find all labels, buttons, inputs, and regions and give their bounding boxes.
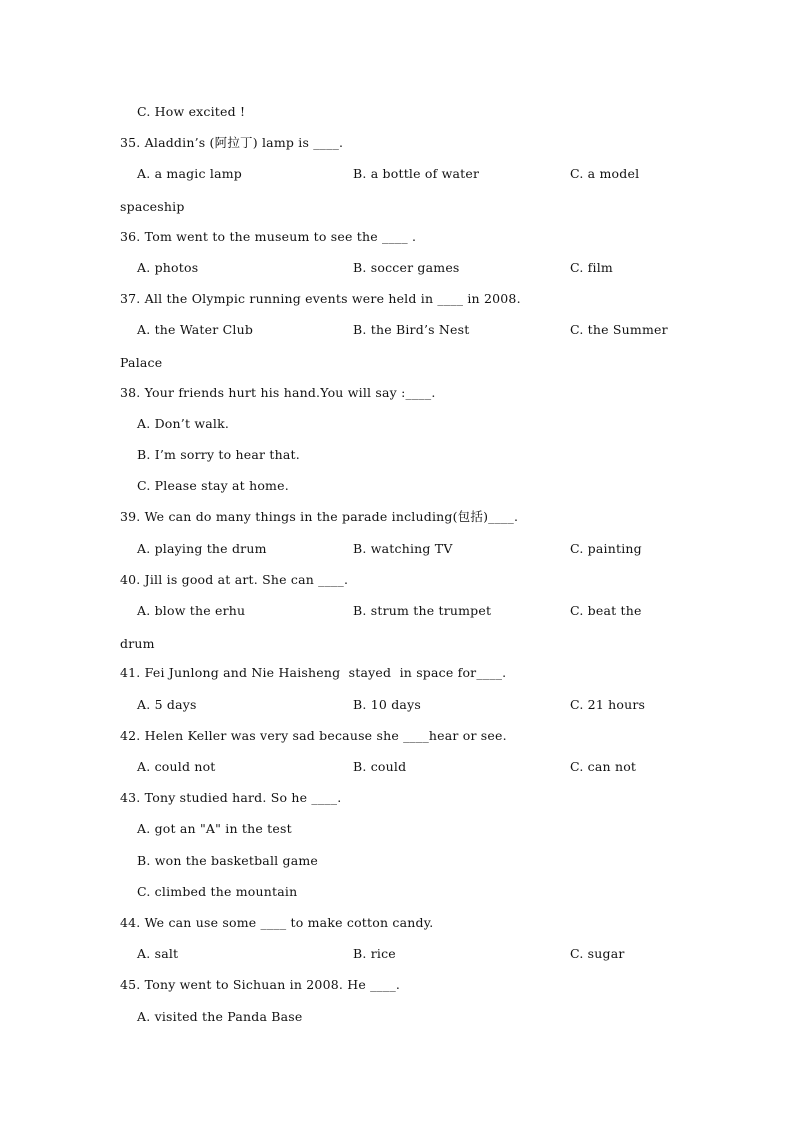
answer-option: C. can not xyxy=(570,759,637,774)
answer-option: B. strum the trumpet xyxy=(353,603,492,618)
answer-option: C. a model xyxy=(570,166,640,181)
answer-option: C. painting xyxy=(570,541,642,556)
question-text: 39. We can do many things in the parade including(包括)____. xyxy=(120,509,519,524)
answer-option: B. won the basketball game xyxy=(137,853,319,868)
answer-option: A. salt xyxy=(137,946,179,961)
question-text: 35. Aladdin’s (阿拉丁) lamp is ____. xyxy=(120,135,344,150)
answer-option: B. watching TV xyxy=(353,541,453,556)
option-continuation: spaceship xyxy=(120,199,185,214)
question-text: 44. We can use some ____ to make cotton candy. xyxy=(120,915,434,930)
option-continuation: Palace xyxy=(120,355,163,370)
answer-option: B. the Bird’s Nest xyxy=(353,322,470,337)
answer-option: C. Please stay at home. xyxy=(137,478,289,493)
answer-option: C. How excited ! xyxy=(137,104,246,119)
answer-option: C. climbed the mountain xyxy=(137,884,298,899)
option-continuation: drum xyxy=(120,636,155,651)
answer-option: A. photos xyxy=(137,260,199,275)
answer-option: A. got an "A" in the test xyxy=(137,821,292,836)
question-text: 38. Your friends hurt his hand.You will say :____. xyxy=(120,385,436,400)
answer-option: A. 5 days xyxy=(137,697,197,712)
answer-option: B. 10 days xyxy=(353,697,421,712)
question-text: 36. Tom went to the museum to see the ____ . xyxy=(120,229,417,244)
answer-option: A. visited the Panda Base xyxy=(137,1009,303,1024)
answer-option: A. could not xyxy=(137,759,216,774)
answer-option: B. a bottle of water xyxy=(353,166,480,181)
answer-option: C. 21 hours xyxy=(570,697,646,712)
question-text: 41. Fei Junlong and Nie Haisheng stayed in space for____. xyxy=(120,665,507,680)
question-text: 40. Jill is good at art. She can ____. xyxy=(120,572,349,587)
answer-option: C. film xyxy=(570,260,613,275)
answer-option: A. Don’t walk. xyxy=(137,416,230,431)
question-text: 43. Tony studied hard. So he ____. xyxy=(120,790,342,805)
answer-option: A. playing the drum xyxy=(137,541,267,556)
answer-option: A. blow the erhu xyxy=(137,603,246,618)
answer-option: A. a magic lamp xyxy=(137,166,242,181)
answer-option: A. the Water Club xyxy=(137,322,254,337)
question-text: 45. Tony went to Sichuan in 2008. He ____. xyxy=(120,977,401,992)
answer-option: C. sugar xyxy=(570,946,625,961)
answer-option: B. soccer games xyxy=(353,260,460,275)
question-text: 42. Helen Keller was very sad because she ____hear or see. xyxy=(120,728,507,743)
answer-option: B. rice xyxy=(353,946,396,961)
answer-option: B. could xyxy=(353,759,407,774)
answer-option: B. I’m sorry to hear that. xyxy=(137,447,300,462)
answer-option: C. beat the xyxy=(570,603,642,618)
answer-option: C. the Summer xyxy=(570,322,668,337)
question-text: 37. All the Olympic running events were held in ____ in 2008. xyxy=(120,291,521,306)
